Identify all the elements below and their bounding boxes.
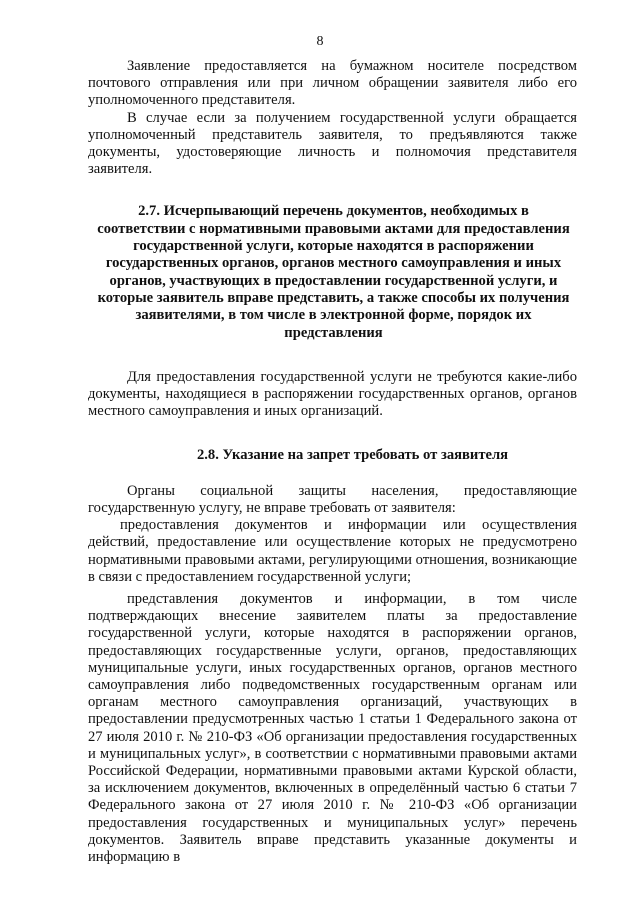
section-2-8-item-1: предоставления документов и информации или осуществления действий, предоставление или осуществление которых не предусмотрено нормативными правовыми актами, регулирующими отношения, возникающие в связи с предоставлением государственной услуги; (88, 517, 577, 585)
section-2-8-item-2: представления документов и информации, в том числе подтверждающих внесение заявителем платы за предоставление государственной услуги, которые находятся в распоряжении органов, предоставляющих государственные услуги, органов, предоставляющих муниципальные услуги, иных государственных органов, органов местного самоуправления либо подведомственных государственным органам или органам местного самоуправления организаций, участвующих в предоставлении предусмотренных частью 1 статьи 1 Федерального закона от 27 июля 2010 г. № 210-ФЗ «Об организации предоставления государственных и муниципальных услуг», в соответствии с нормативными правовыми актами Российской Федерации, нормативными правовыми актами Курской области, за исключением документов, включенных в определённый частью 6 статьи 7 Федерального закона от 27 июля 2010 г. № 210-ФЗ «Об организации предоставления государственных и муниципальных услуг» перечень документов. Заявитель вправе представить указанные документы и информацию в (88, 590, 577, 865)
section-2-8-heading: 2.8. Указание на запрет требовать от заявителя (196, 447, 509, 464)
section-2-7-text: Для предоставления государственной услуги не требуются какие-либо документы, находящиеся в распоряжении государственных органов, органов местного самоуправления и иных организаций. (88, 368, 577, 420)
paragraph-submission-method: Заявление предоставляется на бумажном носителе посредством почтового отправления или при личном обращении заявителя либо его уполномоченного представителя. (88, 58, 577, 109)
page-number: 8 (316, 34, 324, 49)
document-body (88, 58, 577, 866)
paragraph-representative: В случае если за получением государственной услуги обращается уполномоченный представитель заявителя, то предъявляются также документы, удостоверяющие личность и полномочия представителя заявителя. (88, 109, 577, 178)
section-2-7-heading: 2.7. Исчерпывающий перечень документов, необходимых в соответствии с нормативными правовыми актами для предоставления государственной услуги, которые находятся в распоряжении государственных органов, органов местного самоуправления и иных органов, участвующих в предоставлении государственной услуги, и которые заявитель вправе представить, а также способы их получения заявителями, в том числе в электронной форме, порядок их представления (97, 203, 570, 341)
section-2-8-intro: Органы социальной защиты населения, предоставляющие государственную услугу, не вправе требовать от заявителя: (88, 482, 577, 516)
